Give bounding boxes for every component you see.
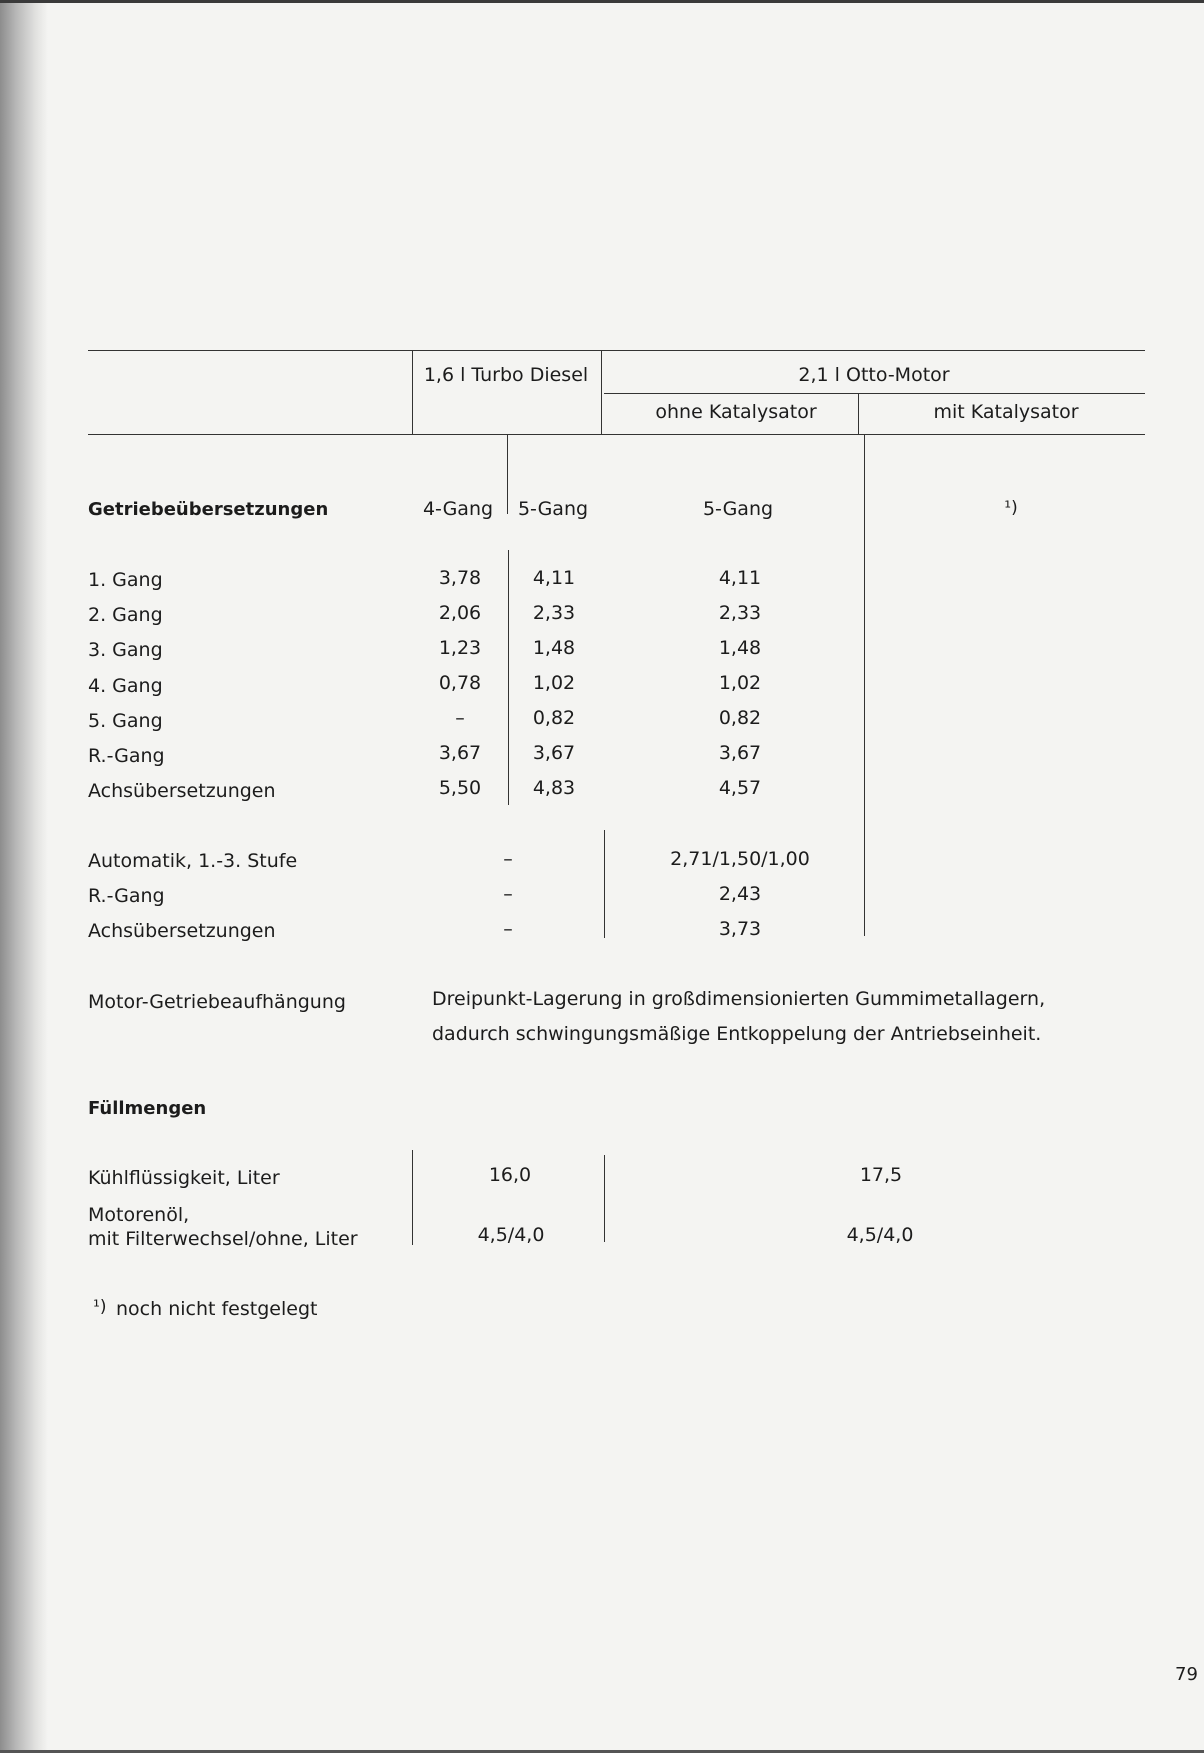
row-label: 2. Gang <box>88 604 163 626</box>
oel-otto-value: 4,5/4,0 <box>846 1224 914 1246</box>
divider-otto-kat-header <box>858 393 859 435</box>
kuehl-otto-value: 17,5 <box>859 1164 903 1186</box>
aufhaengung-text-line1: Dreipunkt-Lagerung in großdimensionierten Gummimetallagern, <box>432 988 1046 1010</box>
col-header-4gang: 4-Gang <box>422 498 494 520</box>
cell-otto-5gang: 3,67 <box>718 742 762 764</box>
oel-diesel-value: 4,5/4,0 <box>477 1224 545 1246</box>
page-top-edge <box>0 0 1204 3</box>
cell-diesel-5gang: 2,33 <box>532 602 576 624</box>
cell-diesel-4gang: 1,23 <box>438 637 482 659</box>
row-label: Achsübersetzungen <box>88 780 276 802</box>
cell-otto-5gang: 1,48 <box>718 637 762 659</box>
row-label: Achsübersetzungen <box>88 920 276 942</box>
divider-fuell-diesel-otto <box>604 1155 605 1242</box>
row-label: 5. Gang <box>88 710 163 732</box>
cell-diesel-automatik: – <box>503 918 513 940</box>
cell-diesel-automatik: – <box>503 848 513 870</box>
cell-diesel-4gang: 0,78 <box>438 672 482 694</box>
cell-diesel-5gang: 1,02 <box>532 672 576 694</box>
row-label: 4. Gang <box>88 675 163 697</box>
col-header-5gang: 5-Gang <box>517 498 589 520</box>
table-header-rule <box>88 434 1145 435</box>
header-diesel: 1,6 l Turbo Diesel <box>423 364 589 386</box>
row-label: R.-Gang <box>88 745 165 767</box>
cell-otto-5gang: 0,82 <box>718 707 762 729</box>
cell-diesel-5gang: 3,67 <box>532 742 576 764</box>
row-label: Automatik, 1.-3. Stufe <box>88 850 298 872</box>
col-header-mit-kat-note: ¹) <box>1004 498 1018 518</box>
divider-4gang-5gang-top <box>507 434 508 514</box>
cell-otto-5gang: 4,57 <box>718 777 762 799</box>
divider-diesel-left-header <box>412 350 413 435</box>
row-label: 1. Gang <box>88 569 163 591</box>
cell-diesel-4gang: 3,67 <box>438 742 482 764</box>
cell-diesel-automatik: – <box>503 883 513 905</box>
col-header-otto-5gang: 5-Gang <box>702 498 774 520</box>
cell-otto-5gang: 1,02 <box>718 672 762 694</box>
cell-otto-5gang: 4,11 <box>718 567 762 589</box>
row-label: 3. Gang <box>88 639 163 661</box>
kuehl-label: Kühlflüssigkeit, Liter <box>88 1167 280 1189</box>
aufhaengung-text-line2: dadurch schwingungsmäßige Entkoppelung der Antriebseinheit. <box>432 1023 1042 1045</box>
header-mit-kat: mit Katalysator <box>933 401 1079 423</box>
oel-label-line2: mit Filterwechsel/ohne, Liter <box>88 1228 358 1250</box>
cell-diesel-5gang: 4,83 <box>532 777 576 799</box>
section-title-fuellmengen: Füllmengen <box>88 1098 207 1119</box>
cell-otto-automatik: 2,71/1,50/1,00 <box>670 848 810 870</box>
table-top-rule <box>88 350 1145 351</box>
row-label: R.-Gang <box>88 885 165 907</box>
section-title-getriebe: Getriebeübersetzungen <box>88 499 329 520</box>
book-spine-shadow <box>0 0 48 1753</box>
cell-diesel-4gang: 2,06 <box>438 602 482 624</box>
oel-label-line1: Motorenöl, <box>88 1204 190 1226</box>
cell-otto-automatik: 3,73 <box>718 918 762 940</box>
cell-diesel-4gang: 3,78 <box>438 567 482 589</box>
divider-diesel-otto-automatik <box>604 830 605 938</box>
footnote-mark: ¹) <box>93 1297 107 1317</box>
header-ohne-kat: ohne Katalysator <box>655 401 817 423</box>
cell-diesel-5gang: 0,82 <box>532 707 576 729</box>
aufhaengung-label: Motor-Getriebeaufhängung <box>88 991 346 1013</box>
cell-otto-5gang: 2,33 <box>718 602 762 624</box>
footnote-text: noch nicht festgelegt <box>116 1298 318 1320</box>
divider-otto-kat-body <box>864 434 865 936</box>
cell-diesel-5gang: 1,48 <box>532 637 576 659</box>
otto-subheader-rule <box>604 393 1145 394</box>
divider-diesel-otto-header <box>601 350 602 435</box>
divider-4gang-5gang-body <box>508 550 509 805</box>
cell-diesel-4gang: – <box>455 707 465 729</box>
page-number: 79 <box>1175 1664 1198 1685</box>
cell-diesel-5gang: 4,11 <box>532 567 576 589</box>
header-otto: 2,1 l Otto-Motor <box>798 364 950 386</box>
cell-diesel-4gang: 5,50 <box>438 777 482 799</box>
cell-otto-automatik: 2,43 <box>718 883 762 905</box>
kuehl-diesel-value: 16,0 <box>488 1164 532 1186</box>
divider-fuell-left <box>412 1150 413 1245</box>
